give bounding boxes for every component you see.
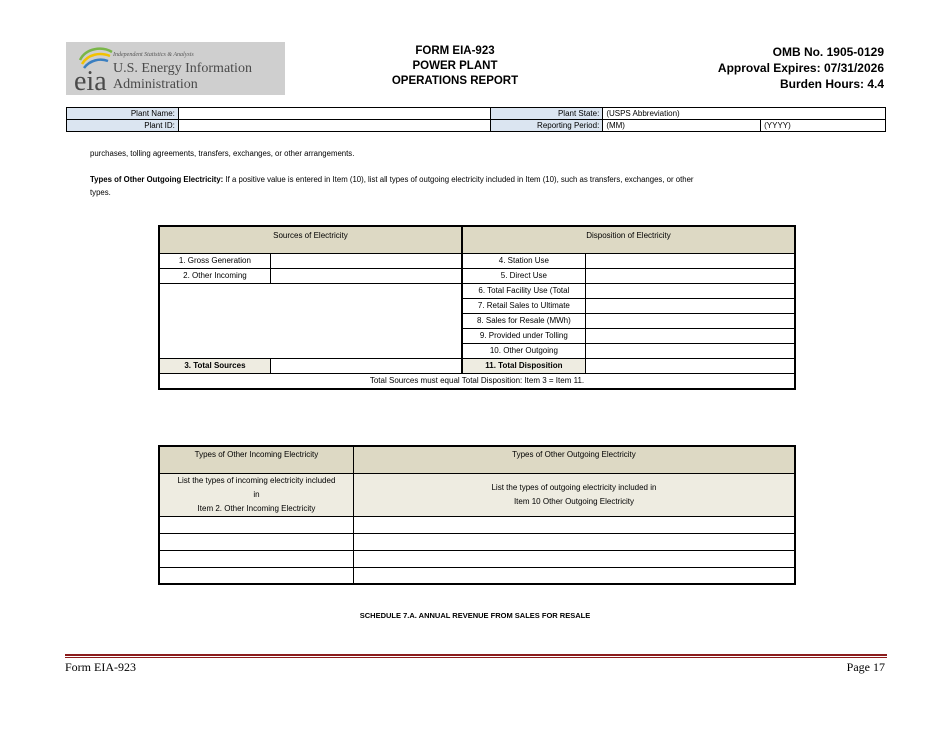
outgoing-desc-line: List the types of outgoing electricity included in xyxy=(491,482,657,492)
plant-id-label: Plant ID: xyxy=(67,120,179,132)
omb-number: OMB No. 1905-0129 xyxy=(772,45,884,59)
source-label: 2. Other Incoming xyxy=(159,268,270,283)
intro-text: purchases, tolling agreements, transfers, exchanges, or other arrangements. xyxy=(90,149,355,158)
types-paragraph xyxy=(90,173,810,199)
incoming-type-field[interactable] xyxy=(159,550,353,567)
other-outgoing-field[interactable] xyxy=(585,343,795,358)
outgoing-type-field[interactable] xyxy=(353,567,795,584)
outgoing-type-field[interactable] xyxy=(353,533,795,550)
eia-logo xyxy=(66,42,285,95)
incoming-desc-line: in xyxy=(253,489,260,499)
incoming-description xyxy=(159,473,353,516)
disposition-header: Disposition of Electricity xyxy=(462,226,795,253)
types-heading: Types of Other Outgoing Electricity: xyxy=(90,175,224,184)
disposition-table xyxy=(158,225,796,390)
omb-block xyxy=(660,44,884,92)
form-title-line: POWER PLANT xyxy=(412,60,498,72)
total-sources-field[interactable] xyxy=(270,358,462,373)
types-body: If a positive value is entered in Item (10), list all types of outgoing electricity included in Item (10), such as transfers, exchanges, or other xyxy=(225,175,694,184)
reporting-period-label: Reporting Period: xyxy=(491,120,603,132)
form-title-line: FORM EIA-923 xyxy=(415,45,495,57)
footer-form-label: Form EIA-923 xyxy=(65,660,136,674)
reporting-month-field[interactable]: (MM) xyxy=(603,120,761,132)
disposition-label: 9. Provided under Tolling xyxy=(462,328,585,343)
total-disposition-label: 11. Total Disposition xyxy=(462,358,585,373)
station-use-field[interactable] xyxy=(585,253,795,268)
burden-hours: Burden Hours: 4.4 xyxy=(779,77,884,91)
plant-state-label: Plant State: xyxy=(491,108,603,120)
reporting-year-field[interactable]: (YYYY) xyxy=(761,120,886,132)
footer-rule-thin xyxy=(65,657,887,658)
logo-line-2: Administration xyxy=(113,77,198,92)
disposition-label: 5. Direct Use xyxy=(462,268,585,283)
plant-state-field[interactable]: (USPS Abbreviation) xyxy=(603,108,886,120)
plant-name-field[interactable] xyxy=(178,108,491,120)
source-label: 1. Gross Generation xyxy=(159,253,270,268)
direct-use-field[interactable] xyxy=(585,268,795,283)
outgoing-type-field[interactable] xyxy=(353,550,795,567)
disposition-label: 4. Station Use xyxy=(462,253,585,268)
svg-text:eia: eia xyxy=(74,66,107,92)
sales-for-resale-field[interactable] xyxy=(585,313,795,328)
incoming-type-field[interactable] xyxy=(159,567,353,584)
form-title-line: OPERATIONS REPORT xyxy=(391,75,519,87)
totals-note: Total Sources must equal Total Disposition: Item 3 = Item 11. xyxy=(159,373,795,389)
total-facility-use-field[interactable] xyxy=(585,283,795,298)
disposition-label: 7. Retail Sales to Ultimate xyxy=(462,298,585,313)
gross-generation-field[interactable] xyxy=(270,253,462,268)
total-disposition-field[interactable] xyxy=(585,358,795,373)
footer-rule xyxy=(65,654,887,656)
provided-under-tolling-field[interactable] xyxy=(585,328,795,343)
outgoing-desc-line: Item 10 Other Outgoing Electricity xyxy=(513,496,634,506)
disposition-label: 8. Sales for Resale (MWh) xyxy=(462,313,585,328)
incoming-type-field[interactable] xyxy=(159,533,353,550)
plant-info-table xyxy=(66,107,886,132)
outgoing-header: Types of Other Outgoing Electricity xyxy=(353,446,795,473)
incoming-desc-line: Item 2. Other Incoming Electricity xyxy=(197,503,316,513)
incoming-type-field[interactable] xyxy=(159,516,353,533)
eia-logo-icon xyxy=(72,46,114,92)
sources-header: Sources of Electricity xyxy=(159,226,462,253)
form-title xyxy=(370,44,540,89)
plant-name-label: Plant Name: xyxy=(67,108,179,120)
other-incoming-field[interactable] xyxy=(270,268,462,283)
plant-id-field[interactable] xyxy=(178,120,491,132)
footer-page-number: Page 17 xyxy=(846,660,885,674)
schedule-title: SCHEDULE 7.A. ANNUAL REVENUE FROM SALES FOR RESALE xyxy=(359,611,591,620)
outgoing-description xyxy=(353,473,795,516)
total-sources-label: 3. Total Sources xyxy=(159,358,270,373)
disposition-label: 10. Other Outgoing xyxy=(462,343,585,358)
incoming-header: Types of Other Incoming Electricity xyxy=(159,446,353,473)
logo-tagline: Independent Statistics & Analysis xyxy=(113,52,194,58)
types-body-2: types. xyxy=(90,188,111,197)
disposition-label: 6. Total Facility Use (Total xyxy=(462,283,585,298)
types-table xyxy=(158,445,796,585)
outgoing-type-field[interactable] xyxy=(353,516,795,533)
retail-sales-field[interactable] xyxy=(585,298,795,313)
logo-line-1: U.S. Energy Information xyxy=(113,61,252,76)
sources-blank-area xyxy=(159,283,462,358)
incoming-desc-line: List the types of incoming electricity included xyxy=(177,475,336,485)
approval-expires: Approval Expires: 07/31/2026 xyxy=(717,61,884,75)
